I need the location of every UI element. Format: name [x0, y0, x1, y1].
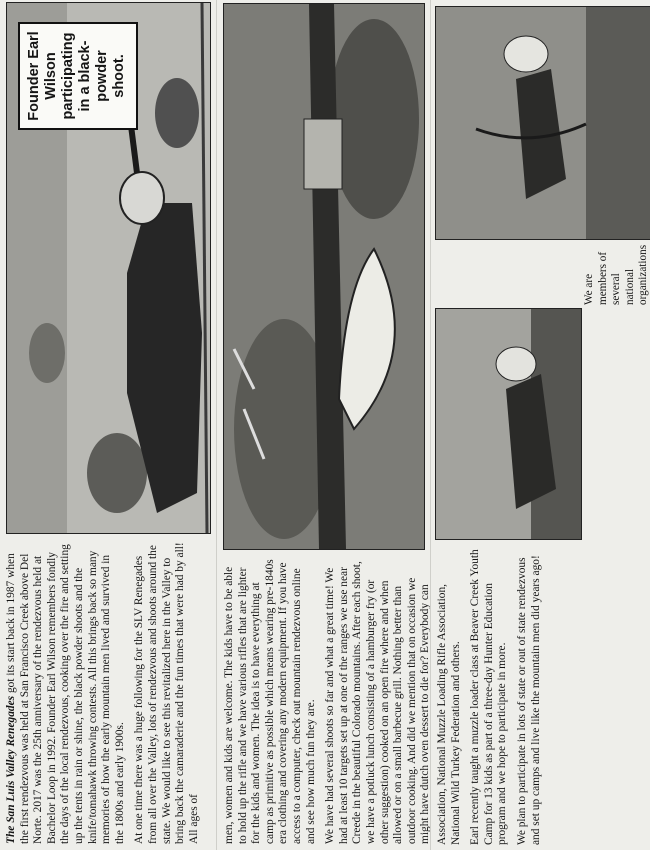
panel-left [0, 0, 216, 850]
photo-rifle-powderhorn [223, 3, 425, 550]
intro-text [5, 542, 207, 844]
history-paragraph: At one time there was a huge following for the SLV Renegades from all over the Valley, lots of rendezvous and shoots around the state. We would like to see this revitalized here in the Valley to bring back the camaraderie and the fun times that were had by all! All ages of [133, 542, 200, 844]
panel-right [430, 0, 650, 850]
welcome-paragraph: men, women and kids are welcome. The kids have to be able to hold up the rifle and we have various rifles that are lighter for the kids and women. The idea is to have everything at camp as primitive as possible which means wearing pre-1840s era clothing and covering any modern equipment. If you have access to a computer, check out mountain rendezvous online and see how much fun they are. [223, 559, 317, 844]
grass-photo-icon [436, 309, 581, 539]
panel-middle [216, 0, 431, 850]
youth-camp-paragraph: Earl recently taught a muzzle loader class at Beaver Creek Youth Camp for 13 kids as part of a three-day Hunter Education program and we hope to participate in more. [469, 549, 509, 845]
rifle-photo-icon [224, 4, 424, 549]
club-name: The San Luis Valley Renegades [5, 695, 17, 844]
intro-paragraph: got its start back in 1987 when the first rendezvous was held at San Francisco Creek above Del Norte. 2017 was the 25th anniversary of the rendezvous held at Bachelor Loop in 1992. Founder Earl Wilson remembers fondly the days of the local rendezvous, cooking over the fire and setting up the tents in rain or shine, the black powder shoots and the knife/tomahawk throwing contests. All this brings back so many memories of how the early mountain men lived and survived in the 1800s and early 1900s. [5, 544, 126, 844]
photo-man-grass [435, 308, 582, 540]
bow-photo-icon [436, 7, 650, 239]
membership-sidebar: We are members of several national organizations [583, 244, 649, 305]
shoots-paragraph: We have had several shoots so far and what a great time! We had at least 10 targets set up at one of the ranges we use near Creede in the beautiful Colorado mountains. After each shoot, we have a potluck lunch consisting of a hamburger fry (or other suggestion) cooked on an open fire where and when allowed or on a small barbecue grill. Nothing better than outdoor cooking. And did we mention that on occasion we might have dutch oven dessert to die for? Everybody can [324, 561, 431, 844]
sidebar-text [583, 243, 650, 305]
photo-caption: Founder Earl Wilson participating in a black-powder shoot. [18, 22, 138, 130]
plans-paragraph: We plan to participate in lots of state or out of state rendezvous and set up camps and live like the mountain men did years ago! [515, 555, 542, 845]
right-text [436, 545, 549, 845]
associations-paragraph: Association, National Muzzle Loading Rifle Association, National Wild Turkey Federation and others. [436, 584, 462, 845]
middle-text [223, 559, 431, 844]
photo-man-bow [435, 6, 650, 240]
